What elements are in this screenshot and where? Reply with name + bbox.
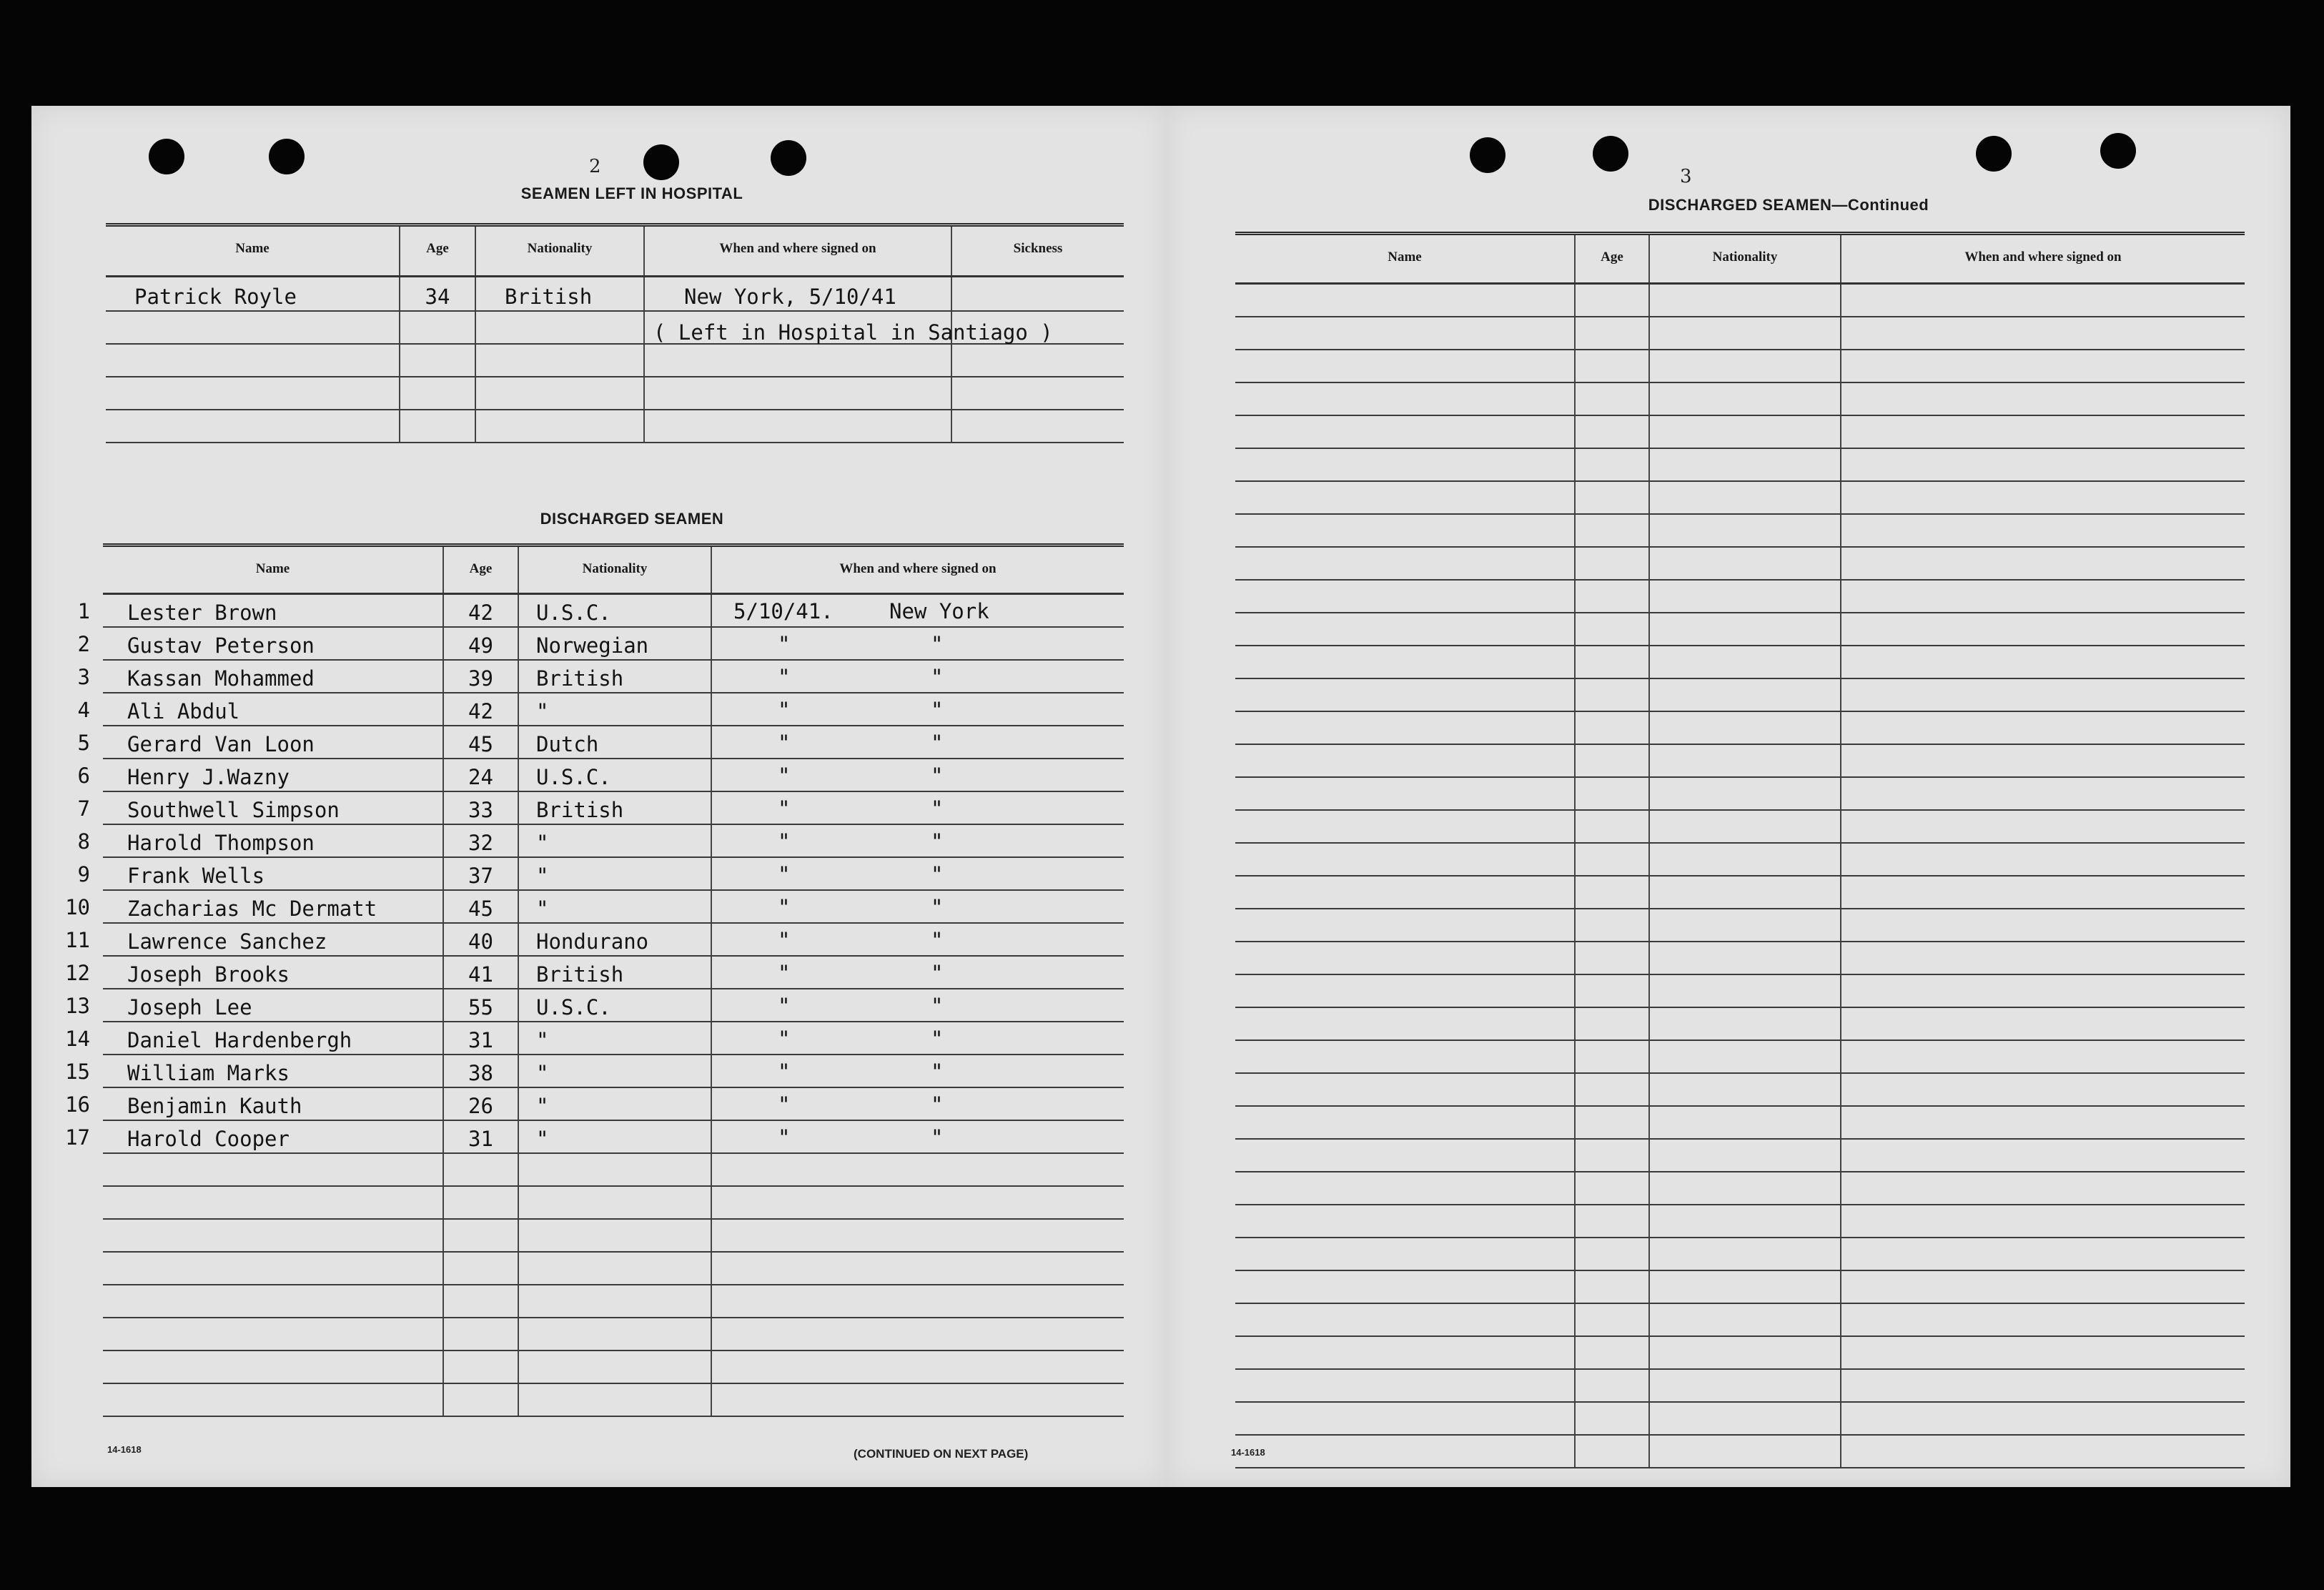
table-row	[103, 627, 1124, 660]
signed-on-place: "	[931, 697, 944, 722]
seaman-signed-on	[711, 1055, 1124, 1087]
seaman-nationality: U.S.C.	[518, 989, 711, 1022]
seaman-age: 49	[443, 627, 518, 660]
col-name: Name	[1235, 234, 1575, 284]
seaman-signed-on	[711, 627, 1124, 660]
hospital-note: ( Left in Hospital in Santiago )	[653, 320, 1053, 345]
col-age: Age	[1575, 234, 1649, 284]
seaman-name-text: Harold Thompson	[127, 830, 315, 855]
row-number: 3	[77, 664, 90, 689]
seaman-name	[65, 923, 443, 956]
table-row	[103, 956, 1124, 989]
seaman-nationality: U.S.C.	[518, 759, 711, 791]
col-name: Name	[106, 225, 400, 277]
page-number: 3	[1680, 166, 1692, 187]
signed-on-date: "	[778, 894, 791, 919]
signed-on-place: "	[931, 631, 944, 656]
row-number: 8	[77, 829, 90, 854]
table-row	[103, 759, 1124, 791]
signed-on-place: "	[931, 1125, 944, 1150]
seaman-signed-on	[711, 923, 1124, 956]
signed-on-date: "	[778, 829, 791, 854]
signed-on-date: "	[778, 730, 791, 755]
seaman-age: 41	[443, 956, 518, 989]
signed-on-date: "	[778, 993, 791, 1018]
table-row	[103, 1120, 1124, 1153]
seaman-signed-on	[711, 1087, 1124, 1120]
seaman-nationality: British	[518, 956, 711, 989]
row-number: 15	[65, 1059, 90, 1084]
table-row	[103, 1055, 1124, 1087]
row-number: 2	[77, 631, 90, 656]
signed-on-place: "	[931, 664, 944, 689]
signed-on-date: "	[778, 927, 791, 952]
seaman-nationality: British	[475, 277, 644, 311]
table-row	[103, 726, 1124, 759]
seaman-nationality: "	[518, 1022, 711, 1055]
seaman-nationality: "	[518, 857, 711, 890]
seaman-nationality: "	[518, 1087, 711, 1120]
seaman-name-text: Henry J.Wazny	[127, 764, 290, 789]
signed-on-place: New York	[889, 598, 989, 623]
col-nationality: Nationality	[518, 545, 711, 594]
signed-on-place: "	[931, 829, 944, 854]
seaman-age: 39	[443, 660, 518, 693]
table-row	[106, 277, 1124, 311]
seaman-signed-on	[711, 759, 1124, 791]
signed-on-date: "	[778, 960, 791, 985]
signed-on-date: "	[778, 664, 791, 689]
seaman-name-text: Gustav Peterson	[127, 633, 315, 658]
seaman-name	[77, 660, 443, 693]
col-name: Name	[103, 545, 443, 594]
seaman-nationality: "	[518, 890, 711, 923]
col-nationality: Nationality	[1649, 234, 1841, 284]
right-page-title: DISCHARGED SEAMEN—Continued	[1648, 196, 1929, 214]
signed-on-date: "	[778, 1026, 791, 1051]
signed-on-place: "	[931, 861, 944, 887]
seaman-nationality: "	[518, 824, 711, 857]
seaman-age: 24	[443, 759, 518, 791]
seaman-name	[77, 759, 443, 791]
seaman-signed-on	[711, 726, 1124, 759]
seaman-signed-on	[711, 791, 1124, 824]
row-number: 13	[65, 993, 90, 1018]
seaman-sickness	[951, 277, 1124, 311]
seaman-age: 34	[400, 277, 475, 311]
seaman-name-text: Harold Cooper	[127, 1126, 290, 1151]
seaman-name	[65, 1055, 443, 1087]
punch-hole	[2100, 133, 2136, 169]
left-page	[31, 106, 1167, 1487]
seaman-name	[77, 824, 443, 857]
seaman-age: 42	[443, 594, 518, 627]
table-row	[103, 594, 1124, 627]
seaman-name-text: Joseph Lee	[127, 994, 252, 1019]
punch-hole	[643, 144, 679, 180]
seaman-nationality: U.S.C.	[518, 594, 711, 627]
seaman-name-text: Joseph Brooks	[127, 962, 290, 987]
col-signed-on: When and where signed on	[644, 225, 951, 277]
seaman-name-text: Benjamin Kauth	[127, 1093, 302, 1118]
seaman-name: Patrick Royle	[106, 277, 400, 311]
seaman-name	[65, 890, 443, 923]
seaman-nationality: British	[518, 791, 711, 824]
discharged-table	[65, 543, 1124, 1417]
seaman-nationality: British	[518, 660, 711, 693]
signed-on-place: "	[931, 993, 944, 1018]
row-number: 12	[65, 960, 90, 985]
seaman-nationality: "	[518, 1055, 711, 1087]
continued-table	[1235, 232, 2245, 1468]
signed-on-date: "	[778, 697, 791, 722]
seaman-age: 45	[443, 726, 518, 759]
row-number: 4	[77, 697, 90, 722]
punch-hole	[1470, 137, 1505, 173]
col-nationality: Nationality	[475, 225, 644, 277]
row-number: 11	[65, 927, 90, 952]
table-row	[103, 1087, 1124, 1120]
col-signed-on: When and where signed on	[711, 545, 1124, 594]
seaman-age: 45	[443, 890, 518, 923]
col-signed-on: When and where signed on	[1841, 234, 2245, 284]
right-page	[1167, 106, 2290, 1487]
seaman-age: 40	[443, 923, 518, 956]
signed-on-date: "	[778, 1059, 791, 1084]
page-number: 2	[589, 156, 601, 177]
seaman-signed-on	[711, 857, 1124, 890]
seaman-name	[77, 857, 443, 890]
table-row	[103, 824, 1124, 857]
table-row	[103, 890, 1124, 923]
seaman-name-text: Kassan Mohammed	[127, 666, 315, 691]
signed-on-date: "	[778, 763, 791, 788]
signed-on-place: "	[931, 894, 944, 919]
signed-on-date: 5/10/41.	[733, 598, 834, 623]
seaman-age: 32	[443, 824, 518, 857]
signed-on-place: "	[931, 927, 944, 952]
seaman-name	[65, 1022, 443, 1055]
seaman-name	[65, 1120, 443, 1153]
signed-on-place: "	[931, 1092, 944, 1117]
row-number: 7	[77, 796, 90, 821]
hospital-section-title: SEAMEN LEFT IN HOSPITAL	[520, 184, 743, 202]
seaman-name-text: Gerard Van Loon	[127, 731, 315, 756]
row-number: 16	[65, 1092, 90, 1117]
table-row	[103, 989, 1124, 1022]
seaman-signed-on	[711, 956, 1124, 989]
row-number: 5	[77, 730, 90, 755]
seaman-age: 42	[443, 693, 518, 726]
punch-hole	[771, 140, 806, 176]
seaman-name	[77, 693, 443, 726]
col-age: Age	[443, 545, 518, 594]
table-row	[103, 1022, 1124, 1055]
seaman-age: 38	[443, 1055, 518, 1087]
seaman-name-text: William Marks	[127, 1060, 290, 1085]
seaman-nationality: "	[518, 1120, 711, 1153]
seaman-age: 37	[443, 857, 518, 890]
seaman-signed-on	[711, 594, 1124, 627]
row-number: 14	[65, 1026, 90, 1051]
signed-on-date: "	[778, 631, 791, 656]
seaman-name-text: Lester Brown	[127, 600, 277, 625]
table-row	[103, 923, 1124, 956]
seaman-name-text: Ali Abdul	[127, 698, 240, 724]
signed-on-date: "	[778, 861, 791, 887]
seaman-age: 55	[443, 989, 518, 1022]
signed-on-date: "	[778, 1092, 791, 1117]
seaman-nationality: Dutch	[518, 726, 711, 759]
table-row	[103, 857, 1124, 890]
seaman-age: 31	[443, 1022, 518, 1055]
signed-on-date: "	[778, 1125, 791, 1150]
signed-on-place: "	[931, 1059, 944, 1084]
punch-hole	[1593, 136, 1628, 172]
signed-on-place: "	[931, 730, 944, 755]
seaman-signed-on	[711, 1120, 1124, 1153]
seaman-name-text: Southwell Simpson	[127, 797, 340, 822]
seaman-name	[77, 627, 443, 660]
row-number: 17	[65, 1125, 90, 1150]
punch-hole	[149, 139, 184, 174]
row-number: 6	[77, 763, 90, 788]
seaman-signed-on	[711, 989, 1124, 1022]
row-number: 9	[77, 861, 90, 887]
signed-on-date: "	[778, 796, 791, 821]
discharged-section-title: DISCHARGED SEAMEN	[540, 510, 724, 528]
table-row	[103, 791, 1124, 824]
table-row	[103, 693, 1124, 726]
seaman-age: 33	[443, 791, 518, 824]
seaman-nationality: Norwegian	[518, 627, 711, 660]
seaman-signed-on	[711, 1022, 1124, 1055]
seaman-signed-on	[711, 693, 1124, 726]
seaman-name	[77, 726, 443, 759]
form-code: 14-1618	[1231, 1447, 1265, 1458]
seaman-age: 26	[443, 1087, 518, 1120]
seaman-name-text: Daniel Hardenbergh	[127, 1027, 352, 1052]
form-code: 14-1618	[107, 1444, 142, 1455]
seaman-name	[65, 989, 443, 1022]
signed-on-place: "	[931, 960, 944, 985]
seaman-signed-on	[711, 824, 1124, 857]
seaman-signed-on: New York, 5/10/41	[644, 277, 951, 311]
seaman-name	[77, 791, 443, 824]
row-number: 10	[65, 894, 90, 919]
signed-on-place: "	[931, 796, 944, 821]
seaman-nationality: "	[518, 693, 711, 726]
seaman-name	[65, 1087, 443, 1120]
seaman-name	[65, 956, 443, 989]
row-number: 1	[77, 598, 90, 623]
signed-on-place: "	[931, 763, 944, 788]
signed-on-place: "	[931, 1026, 944, 1051]
punch-hole	[1976, 136, 2012, 172]
seaman-age: 31	[443, 1120, 518, 1153]
punch-hole	[269, 139, 305, 174]
table-row	[103, 660, 1124, 693]
col-sickness: Sickness	[951, 225, 1124, 277]
seaman-signed-on	[711, 660, 1124, 693]
seaman-name-text: Frank Wells	[127, 863, 265, 888]
seaman-nationality: Hondurano	[518, 923, 711, 956]
continued-note: (CONTINUED ON NEXT PAGE)	[854, 1447, 1029, 1461]
seaman-signed-on	[711, 890, 1124, 923]
seaman-name	[77, 594, 443, 627]
seaman-name-text: Lawrence Sanchez	[127, 929, 327, 954]
seaman-name-text: Zacharias Mc Dermatt	[127, 896, 377, 921]
col-age: Age	[400, 225, 475, 277]
